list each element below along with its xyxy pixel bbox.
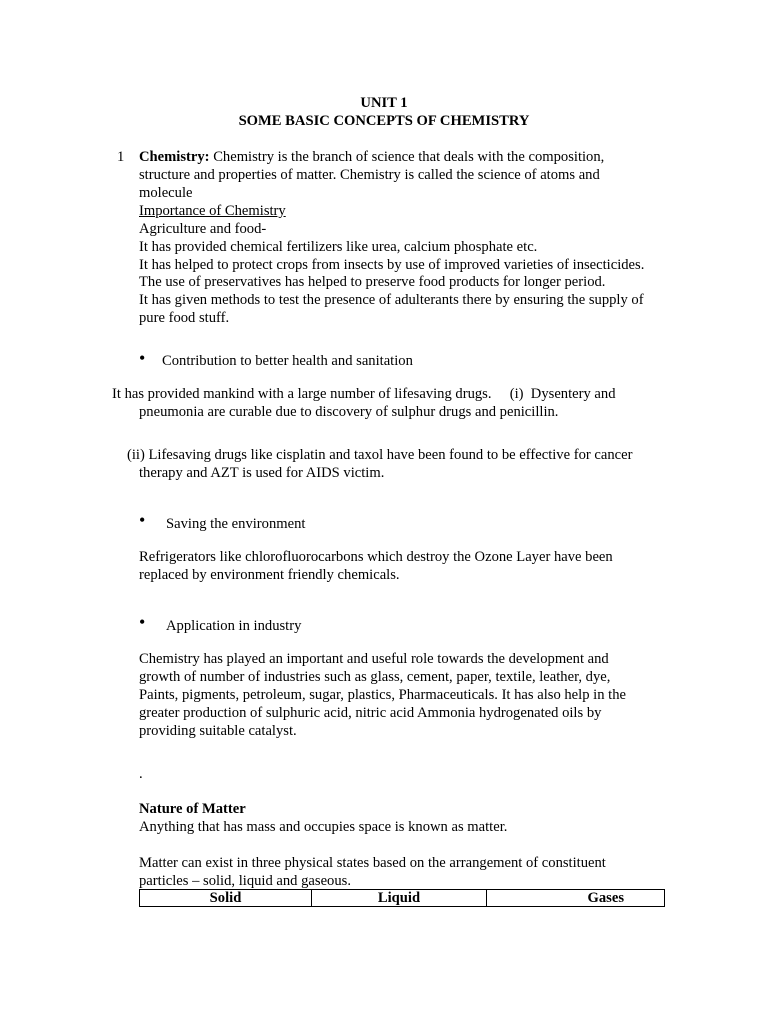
table-header-gases: Gases [487, 890, 665, 907]
agriculture-line-6: pure food stuff. [139, 310, 230, 326]
states-table [139, 889, 665, 907]
chemistry-definition-line-3: molecule [139, 185, 193, 201]
bullet-icon: • [139, 510, 146, 530]
environment-line-1: Refrigerators like chlorofluorocarbons which destroy the Ozone Layer have been [139, 549, 613, 565]
health-line-4: therapy and AZT is used for AIDS victim. [139, 465, 385, 481]
agriculture-line-5: It has given methods to test the presence of adulterants there by ensuring the supply of [139, 292, 644, 308]
environment-line-2: replaced by environment friendly chemicals. [139, 567, 400, 583]
stray-dot: . [139, 766, 143, 782]
bullet-icon: • [139, 612, 146, 632]
health-line-1: It has provided mankind with a large number of lifesaving drugs. (i) Dysentery and [112, 386, 616, 402]
chemistry-definition-line-1 [139, 148, 604, 166]
table-header-row [140, 890, 665, 907]
unit-label: UNIT 1 [360, 95, 408, 111]
agriculture-line-3: It has helped to protect crops from insects by use of improved varieties of insecticides. [139, 257, 645, 273]
importance-heading: Importance of Chemistry [139, 203, 286, 219]
environment-bullet-title: Saving the environment [166, 516, 306, 532]
matter-heading: Nature of Matter [139, 801, 246, 817]
matter-definition: Anything that has mass and occupies space is known as matter. [139, 819, 508, 835]
health-line-3: (ii) Lifesaving drugs like cisplatin and taxol have been found to be effective for cancer [127, 447, 633, 463]
agriculture-line-1: Agriculture and food- [139, 221, 267, 237]
industry-line-2: growth of number of industries such as glass, cement, paper, textile, leather, dye, [139, 669, 611, 685]
industry-bullet-title: Application in industry [166, 618, 302, 634]
chemistry-definition-line-2: structure and properties of matter. Chemistry is called the science of atoms and [139, 167, 600, 183]
table-header-solid: Solid [140, 890, 312, 907]
section-number: 1 [117, 149, 125, 165]
states-line-2: particles – solid, liquid and gaseous. [139, 873, 351, 889]
page-title: SOME BASIC CONCEPTS OF CHEMISTRY [238, 113, 530, 129]
bullet-icon: • [139, 348, 146, 368]
agriculture-line-2: It has provided chemical fertilizers like urea, calcium phosphate etc. [139, 239, 538, 255]
table-header-liquid: Liquid [312, 890, 487, 907]
industry-line-5: providing suitable catalyst. [139, 723, 297, 739]
agriculture-line-4: The use of preservatives has helped to preserve food products for longer period. [139, 274, 606, 290]
industry-line-3: Paints, pigments, petroleum, sugar, plastics, Pharmaceuticals. It has also help in the [139, 687, 626, 703]
definition-text: Chemistry is the branch of science that deals with the composition, [213, 149, 605, 165]
industry-line-4: greater production of sulphuric acid, nitric acid Ammonia hydrogenated oils by [139, 705, 602, 721]
industry-line-1: Chemistry has played an important and useful role towards the development and [139, 651, 609, 667]
chemistry-term: Chemistry: [139, 149, 210, 165]
health-bullet-title: Contribution to better health and sanitation [162, 353, 413, 369]
health-line-2: pneumonia are curable due to discovery of sulphur drugs and penicillin. [139, 404, 559, 420]
states-line-1: Matter can exist in three physical states based on the arrangement of constituent [139, 855, 606, 871]
